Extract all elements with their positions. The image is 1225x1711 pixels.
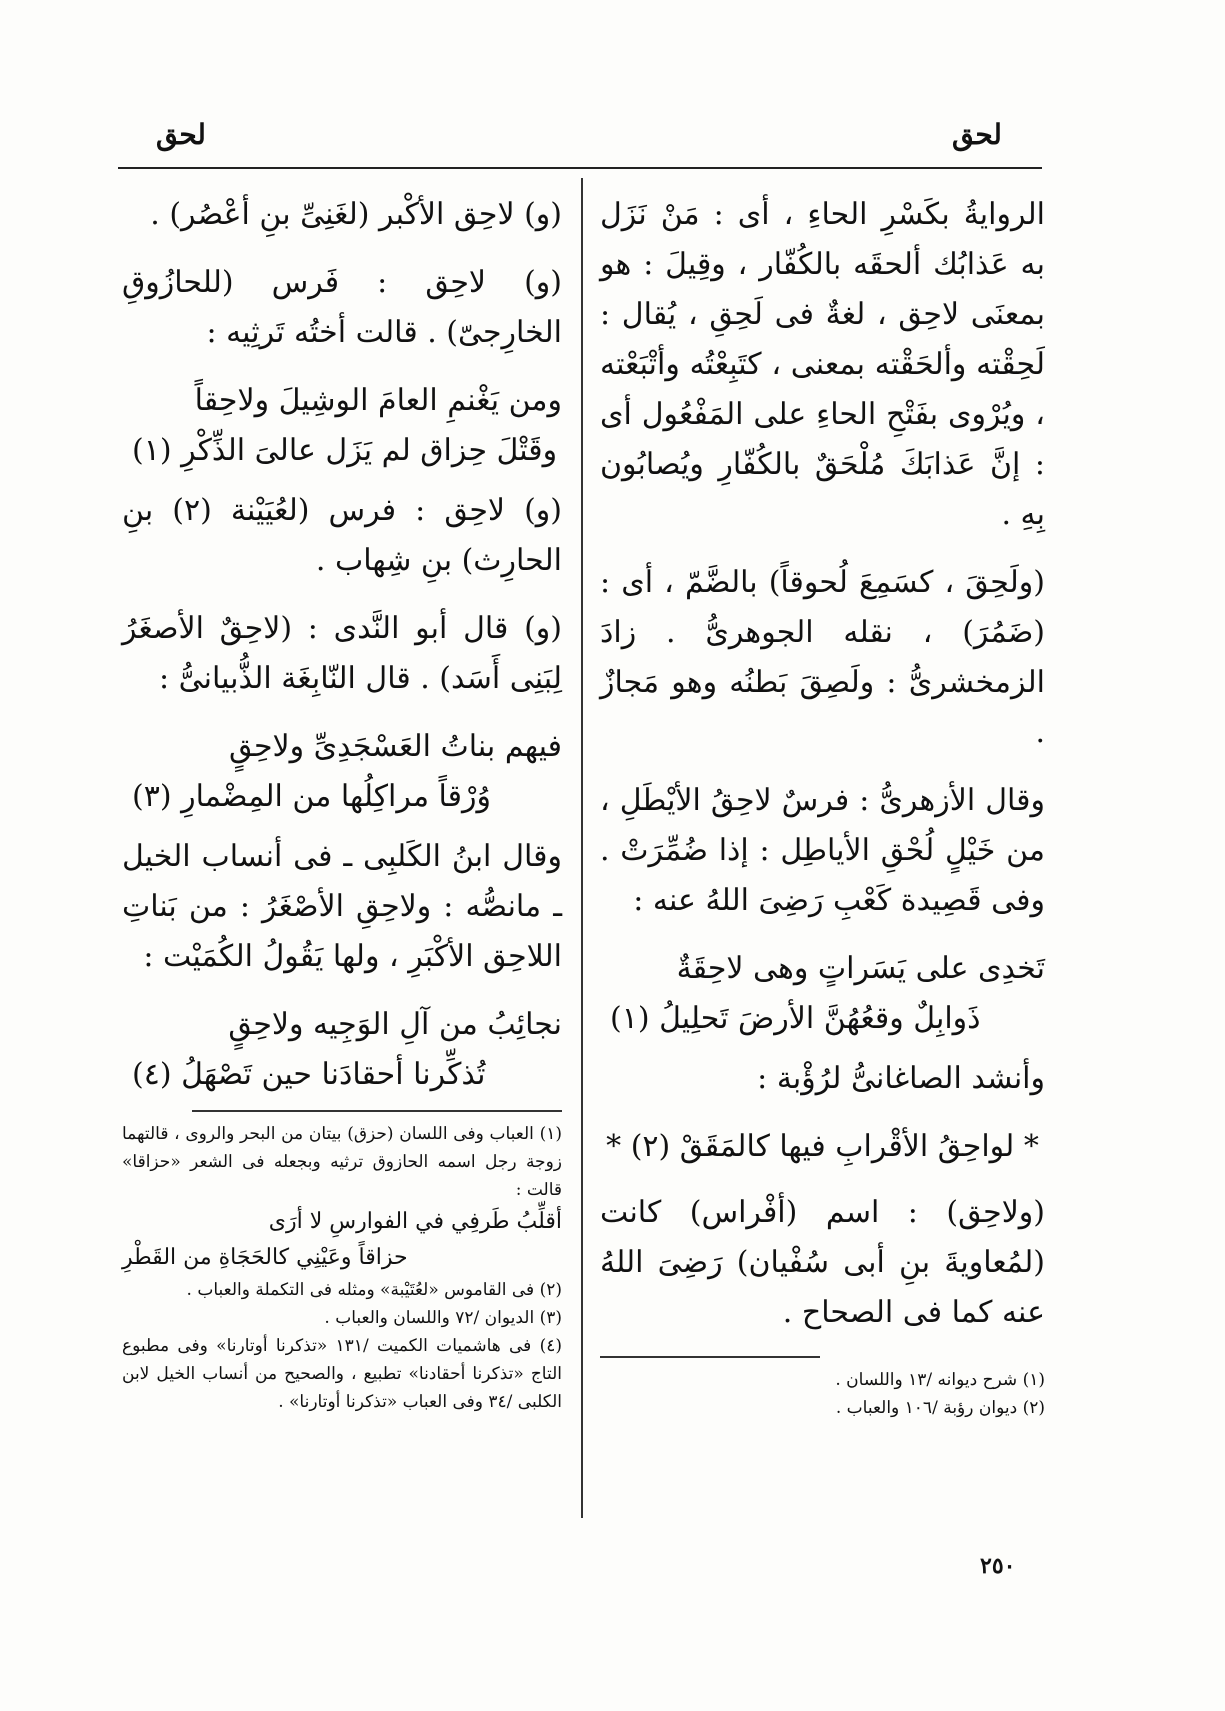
verse (600, 944, 1045, 1044)
verse (122, 376, 562, 476)
footnote: (١) شرح ديوانه /١٣ واللسان . (835, 1370, 1045, 1390)
footnotes (122, 1120, 562, 1416)
verse-single: * لواحِقُ الأقْرابِ فيها كالمَقَقْ (٢) * (606, 1129, 1039, 1164)
header-rule (118, 167, 1042, 169)
running-head-left: لحق (156, 118, 206, 151)
footnotes (600, 1366, 1045, 1422)
verse-hemistich-2: تُذكِّرنا أحقادَنا حين تَصْهَلُ (٤) (132, 1057, 486, 1092)
left-column (122, 190, 562, 1416)
paragraph: (و) قال أبو النَّدى : (لاحِقٌ الأصغَرُ لِبَنِى أَسَد) . قال النّابِغَة الذُّبيانىُّ : (122, 611, 562, 696)
footnote: (٢) ديوان رؤبة /١٠٦ والعباب . (835, 1398, 1045, 1418)
footnote: (٢) فى القاموس «لعُتَيْبة» ومثله فى التكملة والعباب . (186, 1280, 562, 1300)
verse-hemistich-1: ومن يَغْنمِ العامَ الوشِيلَ ولاحِقاً (194, 383, 562, 418)
verse (122, 722, 562, 822)
footnote-verse-hemistich-2: حزاقاً وعَيْنِي كالحَجَاةِ من القَطْرِ (122, 1245, 408, 1270)
verse-hemistich-2: ذَوابِلٌ وقعُهُنَّ الأرضَ تَحلِيلُ (١) (610, 1001, 981, 1036)
verse-hemistich-1: تَخدِى على يَسَراتٍ وهى لاحِقَةٌ (676, 951, 1045, 986)
paragraph: (ولاحِق) : اسم (أفْراس) كانت (لمُعاويةَ بنِ أبى سُفْيان) رَضِىَ اللهُ عنه كما فى الصحاح . (600, 1195, 1045, 1330)
paragraph: وقال الأزهرىُّ : فرسٌ لاحِقُ الأيْطَلِ ، من خَيْلٍ لُحْقِ الأياطِل : إذا ضُمِّرَتْ . وفى قَصِيدة كَعْبِ رَضِىَ اللهُ عنه : (600, 783, 1045, 918)
footnote: (٣) الديوان /٧٢ واللسان والعباب . (324, 1308, 562, 1328)
verse-hemistich-2: وقَتْلَ حِزاق لم يَزَل عالىَ الذِّكْرِ (١) (132, 433, 558, 468)
right-column (600, 190, 1045, 1422)
paragraph: (و) لاحِق : فرس (لعُيَيْنة (٢) بنِ الحارِث) بنِ شِهاب . (122, 493, 562, 578)
verse-hemistich-2: وُرْقاً مراكِلُها من المِضْمارِ (٣) (132, 779, 492, 814)
footnote-verse (122, 1204, 562, 1276)
verse (122, 1000, 562, 1100)
verse-hemistich-1: فيهم بناتُ العَسْجَدِىِّ ولاحِقٍ (228, 729, 562, 764)
footnote-rule (192, 1110, 562, 1112)
running-head-right: لحق (952, 118, 1002, 151)
paragraph: (و) لاحِق الأكْبر (لغَنِىِّ بنِ أعْصُر) . (150, 197, 562, 232)
page-number: ٢٥٠ (980, 1553, 1016, 1579)
footnote: (٤) فى هاشميات الكميت /١٣١ «تذكرنا أوتارنا» وفى مطبوع التاج «تذكرنا أحقادنا» تطبيع ، والصحيح من أنساب الخيل لابن الكلبى /٣٤ وفى العباب «تذكرنا أوتارنا» . (122, 1336, 562, 1412)
footnote-rule (600, 1356, 820, 1358)
paragraph: (و) لاحِق : فَرس (للحازُوقِ الخارِجىّ) . قالت أختُه تَرثِيه : (122, 265, 562, 350)
footnote-verse-hemistich-1: أقلِّبُ طَرفِي في الفوارسِ لا أرَى (268, 1209, 562, 1234)
verse-hemistich-1: نجائِبُ من آلِ الوَجِيه ولاحِقٍ (228, 1007, 562, 1042)
paragraph: الروايةُ بكَسْرِ الحاءِ ، أى : مَنْ نَزَل به عَذابُك ألحقَه بالكُفّار ، وقِيلَ : هو بمعنَى لاحِق ، لغةٌ فى لَحِقِ ، يُقال : لَحِقْته وألحَقْته بمعنى ، كتَبِعْتُه وأتْبَعْته ، ويُرْوى بفَتْحِ الحاءِ على المَفْعُول أى : إنَّ عَذابَكَ مُلْحَقٌ بالكُفّارِ ويُصابُون بِهِ . (600, 197, 1045, 532)
column-divider (581, 178, 583, 1518)
paragraph: (ولَحِقَ ، كسَمِعَ لُحوقاً) بالضَّمّ ، أى : (ضَمُرَ) ، نقله الجوهرىُّ . زادَ الزمخشرىُّ : ولَصِقَ بَطنُه وهو مَجازٌ . (600, 565, 1045, 750)
paragraph: وقال ابنُ الكَلبِى ـ فى أنساب الخيل ـ مانصُّه : ولاحِقِ الأصْغَرُ : من بَناتِ اللاحِق الأكْبَرِ ، ولها يَقُولُ الكُمَيْت : (122, 839, 562, 974)
footnote: (١) العباب وفى اللسان (حزق) بيتان من البحر والروى ، قالتهما زوجة رجل اسمه الحازوق ترثيه وبجعله فى الشعر «حزاقا» قالت : (122, 1124, 562, 1200)
paragraph: وأنشد الصاغانىُّ لرُؤْبة : (757, 1061, 1045, 1096)
